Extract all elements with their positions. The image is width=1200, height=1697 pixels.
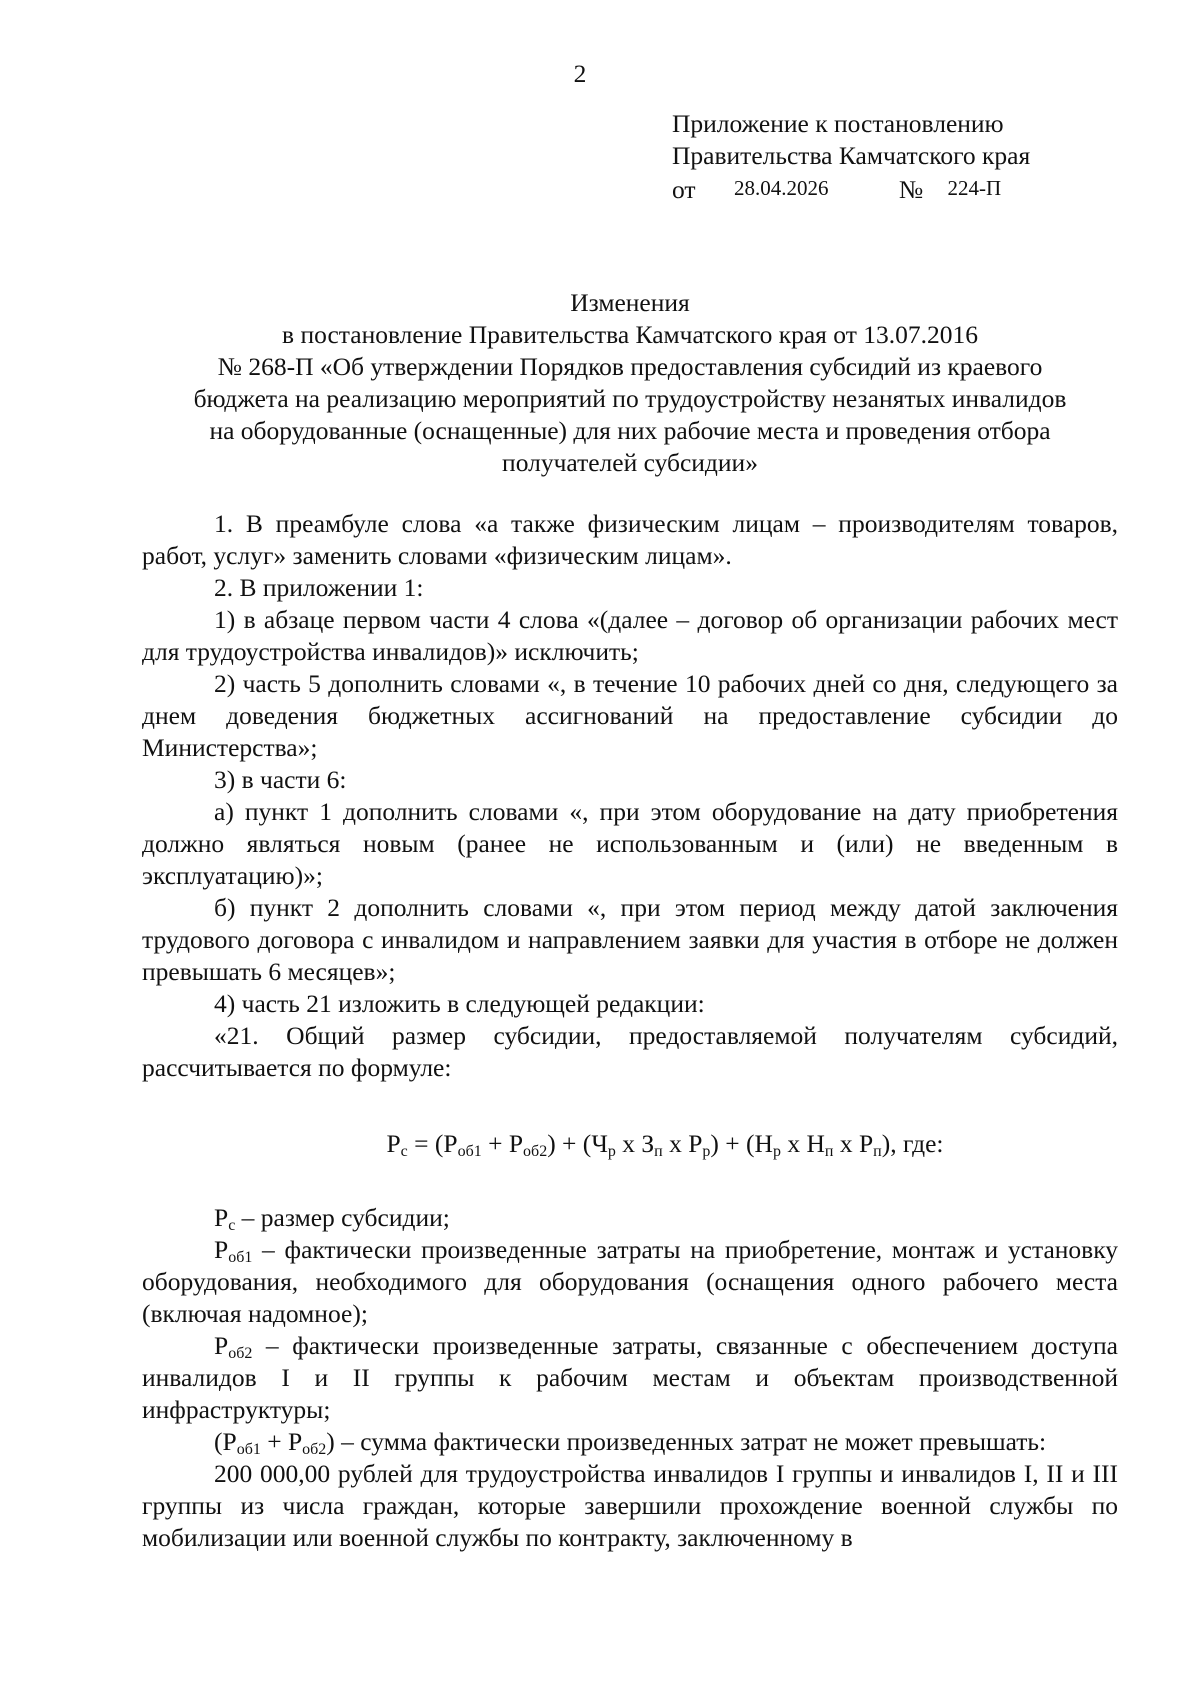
paragraph-3: 1) в абзаце первом части 4 слова «(далее – договор об организации рабочих мест для трудоустройства инвалидов)» исключить; (142, 605, 1118, 666)
page-number: 2 (573, 59, 587, 88)
definition-pob2: $Р_{об2}$ – фактически произведенные затраты, связанные с обеспечением доступа инвалидов I и II группы к рабочим местам и объектам производственной инфраструктуры; (142, 1331, 1118, 1424)
definition-sum-limit: $(Р_{об1} + Р_{об2})$ – сумма фактически произведенных затрат не может превышать: (214, 1427, 1047, 1458)
title-line-6: получателей субсидии» (502, 448, 758, 477)
title-line-1: Изменения (570, 288, 690, 317)
paragraph-1: 1. В преамбуле слова «а также физическим лицам – производителям товаров, работ, услуг» заменить словами «физическим лицам». (142, 509, 1118, 570)
paragraph-5: 3) в части 6: (214, 765, 347, 794)
document-body (142, 508, 1118, 1554)
title-line-4: бюджета на реализацию мероприятий по трудоустройству незанятых инвалидов (193, 384, 1067, 413)
appendix-from-label: от (672, 175, 696, 204)
paragraph-8: 4) часть 21 изложить в следующей редакции: (214, 989, 705, 1018)
appendix-number: 224-П (947, 176, 1002, 200)
paragraph-2: 2. В приложении 1: (214, 573, 424, 602)
paragraph-amount-200000: 200 000,00 рублей для трудоустройства инвалидов I группы и инвалидов I, II и III группы из числа граждан, которые завершили прохождение военной службы по мобилизации или военной службы по контракту, заключенному в (142, 1459, 1118, 1552)
definition-pc: $Р_с$ – размер субсидии; (214, 1203, 450, 1234)
definition-pob1: $Р_{об1}$ – фактически произведенные затраты на приобретение, монтаж и установку оборудования, необходимого для оборудования (оснащения одного рабочего места (включая надомное); (142, 1235, 1118, 1328)
paragraph-7: б) пункт 2 дополнить словами «, при этом период между датой заключения трудового договора с инвалидом и направлением заявки для участия в отборе не должен превышать 6 месяцев»; (142, 893, 1118, 986)
appendix-line-2: Правительства Камчатского края (672, 141, 1031, 170)
title-line-2: в постановление Правительства Камчатского края от 13.07.2016 (282, 320, 978, 349)
title-line-3: № 268-П «Об утверждении Порядков предоставления субсидий из краевого (217, 352, 1043, 381)
title-line-5: на оборудованные (оснащенные) для них рабочие места и проведения отбора (209, 416, 1051, 445)
subsidy-formula: $Р_с = (Р_{об1} + Р_{об2}) + (Ч_р$ х $З_п$ х $Р_р) + (Н_р$ х $Н_п$ х $Р_п$), где: (386, 1129, 944, 1160)
appendix-date-line (672, 172, 1030, 206)
paragraph-6: а) пункт 1 дополнить словами «, при этом оборудование на дату приобретения должно являться новым (ранее не использованным и (или) не введенным в эксплуатацию)»; (142, 797, 1118, 890)
paragraph-9: «21. Общий размер субсидии, предоставляемой получателям субсидий, рассчитывается по формуле: (142, 1021, 1118, 1082)
appendix-number-label: № (898, 175, 924, 204)
appendix-date: 28.04.2026 (733, 176, 829, 200)
paragraph-4: 2) часть 5 дополнить словами «, в течение 10 рабочих дней со дня, следующего за днем доведения бюджетных ассигнований на предоставление субсидии до Министерства»; (142, 669, 1118, 762)
appendix-header (672, 108, 1030, 206)
document-title (140, 287, 1120, 479)
appendix-line-1: Приложение к постановлению (672, 109, 1004, 138)
